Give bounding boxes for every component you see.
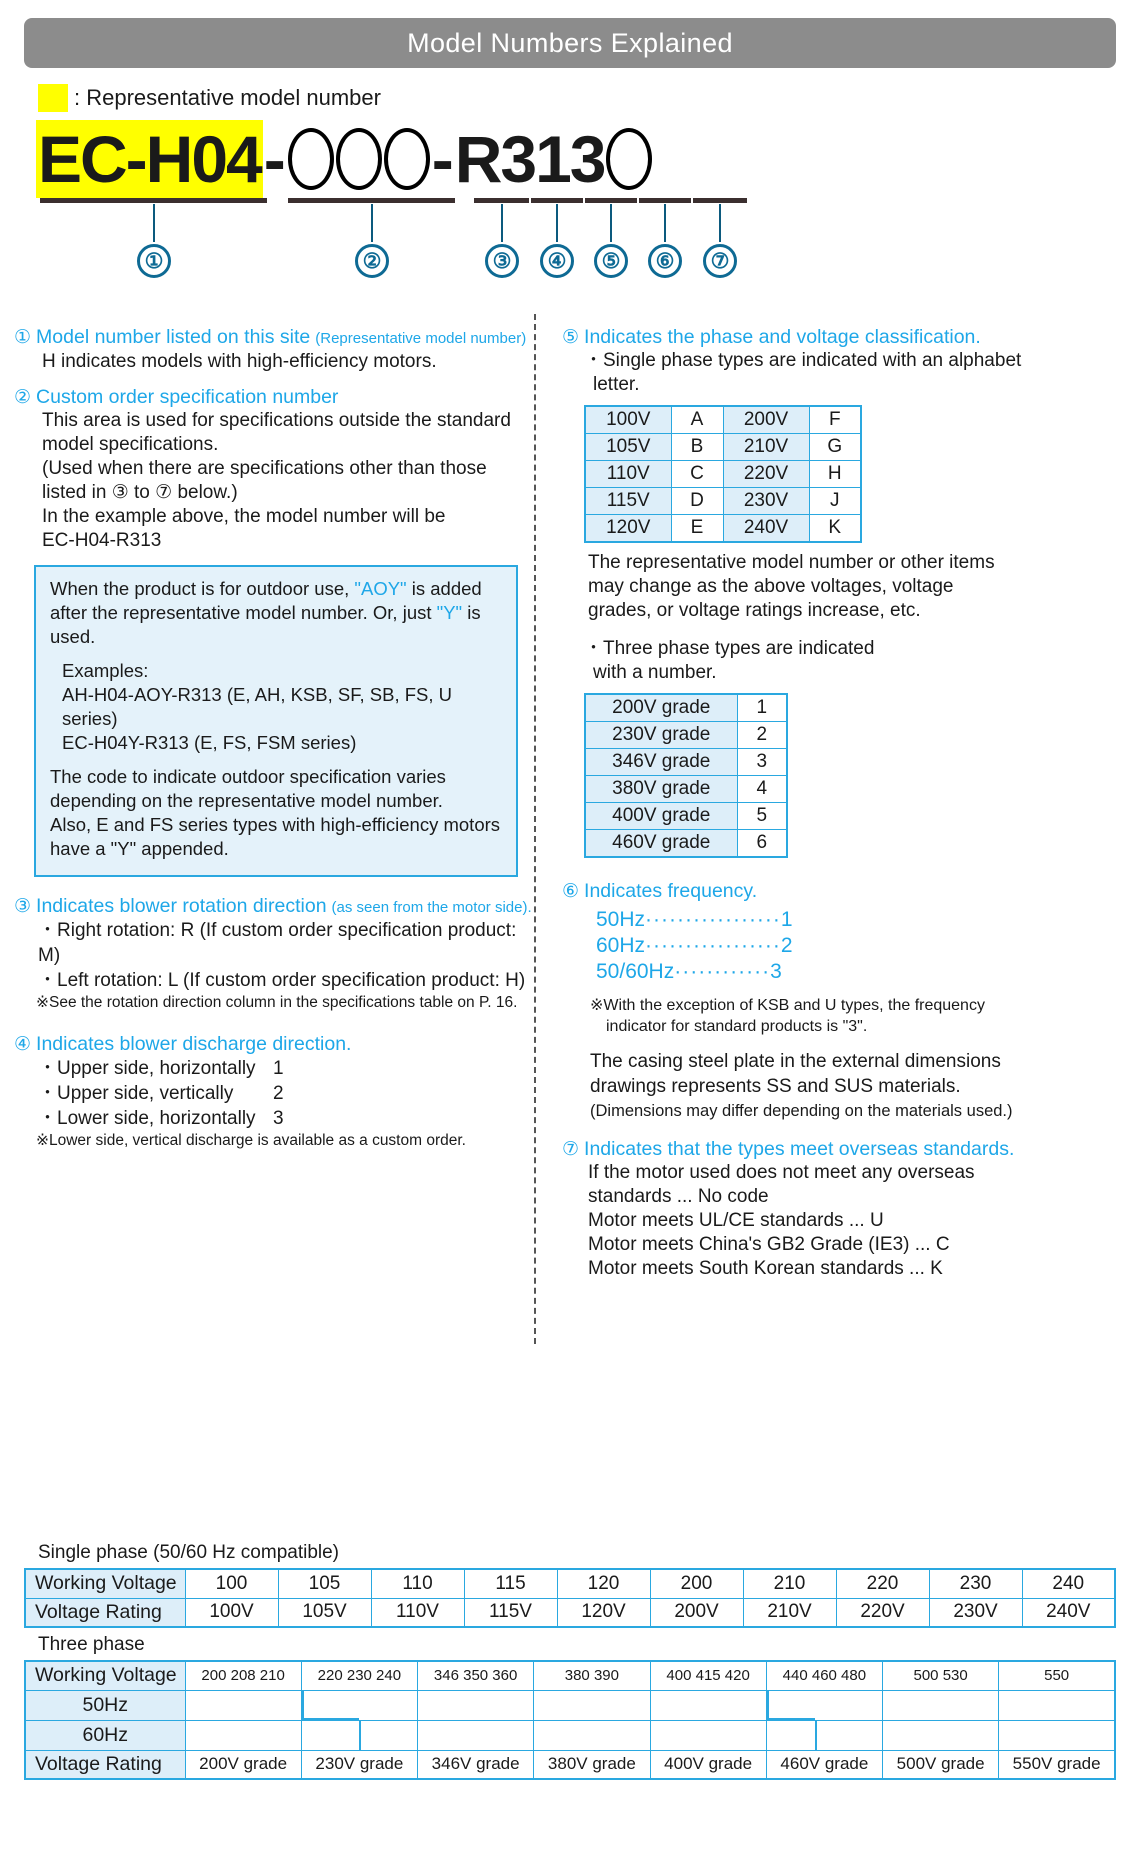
cell-working-voltage: 100 xyxy=(185,1569,278,1598)
section-3-bullet: ・Right rotation: R (If custom order specification product: M) xyxy=(38,920,517,966)
cell-voltage: 105V xyxy=(585,434,671,461)
section-5-number: ⑤ xyxy=(562,327,580,348)
table-row xyxy=(25,1720,1115,1750)
cell-working-voltage: 440 460 480 xyxy=(766,1661,882,1690)
cell-grade: 346V grade xyxy=(585,749,737,776)
section-6-note-line-1: ※With the exception of KSB and U types, the frequency xyxy=(590,997,985,1014)
right-column xyxy=(540,314,1140,1281)
row-header-60hz: 60Hz xyxy=(25,1720,185,1750)
cell-letter: D xyxy=(671,488,723,515)
cell-voltage: 120V xyxy=(585,515,671,543)
row-header-50hz: 50Hz xyxy=(25,1690,185,1720)
table-row xyxy=(25,1690,1115,1720)
section-2-heading xyxy=(14,386,540,409)
casing-note-line-3: (Dimensions may differ depending on the materials used.) xyxy=(590,1102,1013,1120)
step-connector-vertical xyxy=(359,1721,361,1751)
info-examples-label: Examples: xyxy=(62,660,149,681)
frequency-code: 3 xyxy=(770,960,782,983)
cell-50hz xyxy=(883,1690,999,1720)
section-3-number: ③ xyxy=(14,896,32,917)
cell-voltage: 220V xyxy=(723,461,809,488)
section-3-heading xyxy=(14,895,540,918)
cell-letter: H xyxy=(809,461,861,488)
info-line-1-b: is added xyxy=(406,578,482,599)
single-phase-intro-line: letter. xyxy=(593,374,640,395)
section-7-line: Motor meets UL/CE standards ... U xyxy=(588,1210,884,1231)
three-phase-grade-table xyxy=(584,693,788,858)
section-2-line: model specifications. xyxy=(42,434,219,455)
section-6-title: Indicates frequency. xyxy=(584,880,758,902)
discharge-code: 1 xyxy=(273,1058,284,1079)
cell-voltage-rating: 200V grade xyxy=(185,1750,301,1779)
cell-voltage: 210V xyxy=(723,434,809,461)
cell-number: 3 xyxy=(737,749,787,776)
table-row xyxy=(25,1750,1115,1779)
section-6-note-line-2: indicator for standard products is "3". xyxy=(606,1018,868,1035)
cell-50hz xyxy=(534,1690,650,1720)
section-7-line: If the motor used does not meet any overseas xyxy=(588,1162,975,1183)
section-5-title: Indicates the phase and voltage classification. xyxy=(584,326,981,348)
cell-letter: J xyxy=(809,488,861,515)
discharge-label: ・Lower side, horizontally xyxy=(38,1108,256,1129)
row-header-working-voltage: Working Voltage xyxy=(25,1661,185,1690)
cell-60hz xyxy=(766,1720,882,1750)
underline-3 xyxy=(474,198,529,203)
three-phase-voltage-table xyxy=(24,1660,1116,1780)
cell-letter: E xyxy=(671,515,723,543)
cell-working-voltage: 230 xyxy=(929,1569,1022,1598)
leader-dots: ················· xyxy=(645,908,781,931)
cell-voltage: 200V xyxy=(723,406,809,434)
legend-label: : Representative model number xyxy=(74,85,381,110)
cell-voltage-rating: 500V grade xyxy=(883,1750,999,1779)
section-1-heading xyxy=(14,326,540,349)
cell-voltage-rating: 220V xyxy=(836,1598,929,1627)
cell-voltage: 110V xyxy=(585,461,671,488)
frequency-row xyxy=(596,933,1140,959)
model-part-2-circles xyxy=(287,128,431,190)
cell-working-voltage: 115 xyxy=(464,1569,557,1598)
open-circle-icon xyxy=(336,128,382,190)
bottom-tables xyxy=(24,1542,1116,1780)
underline-2 xyxy=(288,198,455,203)
section-2-line: In the example above, the model number will be xyxy=(42,506,446,527)
model-callout-bubbles xyxy=(36,244,1140,286)
discharge-row xyxy=(38,1081,540,1106)
single-phase-letter-table xyxy=(584,405,862,543)
left-column xyxy=(0,314,540,1281)
discharge-code: 2 xyxy=(273,1083,284,1104)
cell-working-voltage: 400 415 420 xyxy=(650,1661,766,1690)
cell-voltage: 115V xyxy=(585,488,671,515)
table-row xyxy=(585,830,787,858)
discharge-label: ・Upper side, horizontally xyxy=(38,1058,256,1079)
cell-voltage-rating: 110V xyxy=(371,1598,464,1627)
step-connector-vertical xyxy=(815,1721,817,1751)
underline-1 xyxy=(40,198,267,203)
cell-voltage-rating: 120V xyxy=(557,1598,650,1627)
page-title: Model Numbers Explained xyxy=(407,27,733,58)
section-7-line: Motor meets South Korean standards ... K xyxy=(588,1258,943,1279)
cell-working-voltage: 220 xyxy=(836,1569,929,1598)
discharge-label: ・Upper side, vertically xyxy=(38,1083,234,1104)
discharge-row xyxy=(38,1056,540,1081)
info-line-1-highlight: "AOY" xyxy=(354,578,407,599)
model-number-diagram xyxy=(0,120,1140,300)
after-table-line: grades, or voltage ratings increase, etc. xyxy=(588,600,921,621)
cell-50hz xyxy=(766,1690,882,1720)
cell-60hz xyxy=(534,1720,650,1750)
section-7-line: Motor meets China's GB2 Grade (IE3) ... C xyxy=(588,1234,950,1255)
discharge-direction-list xyxy=(38,1056,540,1131)
cell-voltage-rating: 550V grade xyxy=(999,1750,1115,1779)
table-row xyxy=(585,434,861,461)
cell-voltage-rating: 115V xyxy=(464,1598,557,1627)
casing-note xyxy=(590,1049,1140,1124)
cell-grade: 400V grade xyxy=(585,803,737,830)
single-phase-table-caption: Single phase (50/60 Hz compatible) xyxy=(38,1542,340,1563)
table-row xyxy=(25,1598,1115,1627)
section-3-note: ※See the rotation direction column in the specifications table on P. 16. xyxy=(36,994,518,1011)
frequency-label: 60Hz xyxy=(596,934,646,957)
cell-working-voltage: 240 xyxy=(1022,1569,1115,1598)
cell-working-voltage: 200 xyxy=(650,1569,743,1598)
outdoor-use-info-box xyxy=(34,565,518,877)
open-circle-icon xyxy=(288,128,334,190)
cell-letter: G xyxy=(809,434,861,461)
callout-bubble-2: ② xyxy=(355,244,389,278)
frequency-row xyxy=(596,959,1140,985)
cell-voltage-rating: 460V grade xyxy=(766,1750,882,1779)
callout-bubble-3: ③ xyxy=(485,244,519,278)
single-phase-intro-line: ・Single phase types are indicated with an alphabet xyxy=(584,350,1022,371)
model-number-string xyxy=(36,120,1140,198)
cell-working-voltage: 380 390 xyxy=(534,1661,650,1690)
leader-2 xyxy=(371,204,373,242)
frequency-label: 50Hz xyxy=(596,908,646,931)
cell-60hz xyxy=(418,1720,534,1750)
table-row xyxy=(585,406,861,434)
info-line-2-b: is used. xyxy=(50,602,481,647)
info-line-2-a: after the representative model number. Or, just xyxy=(50,602,437,623)
section-2-number: ② xyxy=(14,387,32,408)
cell-voltage-rating: 105V xyxy=(278,1598,371,1627)
section-4-note: ※Lower side, vertical discharge is available as a custom order. xyxy=(36,1132,466,1149)
section-2-line: listed in ③ to ⑦ below.) xyxy=(42,482,238,503)
cell-grade: 460V grade xyxy=(585,830,737,858)
row-header-voltage-rating: Voltage Rating xyxy=(25,1750,185,1779)
single-phase-intro xyxy=(584,349,1140,397)
section-1-body: H indicates models with high-efficiency motors. xyxy=(42,351,437,372)
info-line-2 xyxy=(50,601,502,649)
discharge-code: 3 xyxy=(273,1108,284,1129)
frequency-label: 50/60Hz xyxy=(596,960,675,983)
section-7-body xyxy=(588,1161,1140,1281)
cell-50hz xyxy=(650,1690,766,1720)
cell-voltage-rating: 230V grade xyxy=(301,1750,417,1779)
cell-voltage-rating: 100V xyxy=(185,1598,278,1627)
content-columns xyxy=(0,314,1140,1281)
underline-7 xyxy=(693,198,747,203)
cell-working-voltage: 105 xyxy=(278,1569,371,1598)
cell-voltage: 230V xyxy=(723,488,809,515)
leader-3 xyxy=(501,204,503,242)
section-2-title: Custom order specification number xyxy=(36,386,339,408)
cell-voltage: 100V xyxy=(585,406,671,434)
cell-60hz xyxy=(999,1720,1115,1750)
section-2-line: (Used when there are specifications other than those xyxy=(42,458,487,479)
table-row xyxy=(585,749,787,776)
frequency-list xyxy=(596,907,1140,985)
cell-voltage: 240V xyxy=(723,515,809,543)
info-line-1-a: When the product is for outdoor use, xyxy=(50,578,355,599)
leader-1 xyxy=(153,204,155,242)
info-example-1: AH-H04-AOY-R313 (E, AH, KSB, SF, SB, FS, U series) xyxy=(62,684,452,729)
casing-note-line-2: drawings represents SS and SUS materials. xyxy=(590,1076,961,1097)
underline-5 xyxy=(585,198,637,203)
section-7-number: ⑦ xyxy=(562,1139,580,1160)
table-row xyxy=(585,461,861,488)
section-5-after-table xyxy=(588,551,1140,623)
section-6-number: ⑥ xyxy=(562,881,580,902)
cell-letter: K xyxy=(809,515,861,543)
section-5-heading xyxy=(562,326,1140,349)
section-3-title-small: (as seen from the motor side). xyxy=(331,899,532,916)
cell-working-voltage: 120 xyxy=(557,1569,650,1598)
cell-working-voltage: 210 xyxy=(743,1569,836,1598)
info-line-1 xyxy=(50,577,502,601)
three-phase-intro-line: with a number. xyxy=(593,662,717,683)
cell-number: 4 xyxy=(737,776,787,803)
section-1-title-small: (Representative model number) xyxy=(315,330,527,347)
cell-grade: 380V grade xyxy=(585,776,737,803)
cell-working-voltage: 110 xyxy=(371,1569,464,1598)
after-table-line: may change as the above voltages, voltage xyxy=(588,576,954,597)
three-phase-table-caption: Three phase xyxy=(38,1634,145,1655)
frequency-row xyxy=(596,907,1140,933)
section-1-number: ① xyxy=(14,327,32,348)
table-row xyxy=(585,515,861,543)
table-row xyxy=(25,1569,1115,1598)
info-tail-line: depending on the representative model number. xyxy=(50,790,443,811)
frequency-code: 1 xyxy=(780,908,793,931)
section-7-title: Indicates that the types meet overseas standards. xyxy=(584,1138,1015,1160)
three-phase-intro-line: ・Three phase types are indicated xyxy=(584,638,875,659)
step-connector-vertical xyxy=(767,1691,769,1721)
info-line-2-highlight: "Y" xyxy=(436,602,463,623)
info-tail-line: Also, E and FS series types with high-efficiency motors xyxy=(50,814,501,835)
cell-voltage-rating: 210V xyxy=(743,1598,836,1627)
cell-number: 2 xyxy=(737,722,787,749)
cell-voltage-rating: 346V grade xyxy=(418,1750,534,1779)
section-4-number: ④ xyxy=(14,1034,32,1055)
legend xyxy=(38,84,1140,112)
callout-bubble-1: ① xyxy=(137,244,171,278)
model-part-3: R313 xyxy=(454,122,605,196)
leader-6 xyxy=(664,204,666,242)
row-header-working-voltage: Working Voltage xyxy=(25,1569,185,1598)
cell-working-voltage: 200 208 210 xyxy=(185,1661,301,1690)
frequency-code: 2 xyxy=(780,934,793,957)
cell-voltage-rating: 240V xyxy=(1022,1598,1115,1627)
section-2-line: This area is used for specifications outside the standard xyxy=(42,410,511,431)
section-6-heading xyxy=(562,880,1140,903)
open-circle-icon xyxy=(606,128,652,190)
cell-voltage-rating: 200V xyxy=(650,1598,743,1627)
cell-letter: A xyxy=(671,406,723,434)
discharge-row xyxy=(38,1106,540,1131)
cell-number: 6 xyxy=(737,830,787,858)
section-6-note xyxy=(590,995,1140,1037)
cell-60hz xyxy=(650,1720,766,1750)
cell-letter: F xyxy=(809,406,861,434)
section-4-heading xyxy=(14,1033,540,1056)
table-row xyxy=(25,1661,1115,1690)
cell-working-voltage: 500 530 xyxy=(883,1661,999,1690)
leader-5 xyxy=(610,204,612,242)
underline-6 xyxy=(639,198,691,203)
cell-voltage-rating: 230V xyxy=(929,1598,1022,1627)
yellow-swatch-icon xyxy=(38,84,68,112)
cell-letter: B xyxy=(671,434,723,461)
leader-dots: ················· xyxy=(645,934,781,957)
section-7-heading xyxy=(562,1138,1140,1161)
model-dash-1: - xyxy=(263,122,286,196)
cell-grade: 230V grade xyxy=(585,722,737,749)
section-3-title: Indicates blower rotation direction xyxy=(36,895,327,917)
cell-grade: 200V grade xyxy=(585,694,737,722)
cell-letter: C xyxy=(671,461,723,488)
section-2-line: EC-H04-R313 xyxy=(42,530,162,551)
cell-working-voltage: 550 xyxy=(999,1661,1115,1690)
section-1-title: Model number listed on this site xyxy=(36,326,311,348)
model-dash-2: - xyxy=(431,122,454,196)
cell-60hz xyxy=(185,1720,301,1750)
info-example-2: EC-H04Y-R313 (E, FS, FSM series) xyxy=(62,732,357,753)
cell-50hz xyxy=(185,1690,301,1720)
cell-50hz xyxy=(301,1690,417,1720)
single-phase-voltage-table xyxy=(24,1568,1116,1628)
table-row xyxy=(585,488,861,515)
leader-4 xyxy=(556,204,558,242)
info-tail-line: The code to indicate outdoor specification varies xyxy=(50,766,446,787)
row-header-voltage-rating: Voltage Rating xyxy=(25,1598,185,1627)
table-row xyxy=(585,776,787,803)
callout-bubble-4: ④ xyxy=(540,244,574,278)
column-divider xyxy=(534,314,536,1344)
page-header xyxy=(24,18,1116,68)
leader-dots: ············ xyxy=(674,960,771,983)
open-circle-icon xyxy=(384,128,430,190)
casing-note-line-1: The casing steel plate in the external dimensions xyxy=(590,1051,1001,1072)
three-phase-intro xyxy=(584,637,1140,685)
callout-bubble-5: ⑤ xyxy=(594,244,628,278)
underline-4 xyxy=(531,198,583,203)
callout-bubble-6: ⑥ xyxy=(648,244,682,278)
step-connector-vertical xyxy=(302,1691,304,1721)
table-row xyxy=(585,694,787,722)
cell-voltage-rating: 380V grade xyxy=(534,1750,650,1779)
cell-50hz xyxy=(999,1690,1115,1720)
cell-working-voltage: 220 230 240 xyxy=(301,1661,417,1690)
model-part-1: EC-H04 xyxy=(38,122,261,196)
cell-60hz xyxy=(301,1720,417,1750)
section-7-line: standards ... No code xyxy=(588,1186,769,1207)
info-tail-line: have a "Y" appended. xyxy=(50,838,229,859)
table-row xyxy=(585,803,787,830)
table-row xyxy=(585,722,787,749)
leader-7 xyxy=(719,204,721,242)
section-2-body xyxy=(42,409,540,553)
callout-bubble-7: ⑦ xyxy=(703,244,737,278)
cell-50hz xyxy=(418,1690,534,1720)
cell-number: 1 xyxy=(737,694,787,722)
cell-60hz xyxy=(883,1720,999,1750)
cell-working-voltage: 346 350 360 xyxy=(418,1661,534,1690)
model-leader-lines xyxy=(36,204,1140,244)
cell-number: 5 xyxy=(737,803,787,830)
section-3-bullet: ・Left rotation: L (If custom order specification product: H) xyxy=(38,970,526,991)
cell-voltage-rating: 400V grade xyxy=(650,1750,766,1779)
after-table-line: The representative model number or other items xyxy=(588,552,995,573)
section-4-title: Indicates blower discharge direction. xyxy=(36,1033,352,1055)
